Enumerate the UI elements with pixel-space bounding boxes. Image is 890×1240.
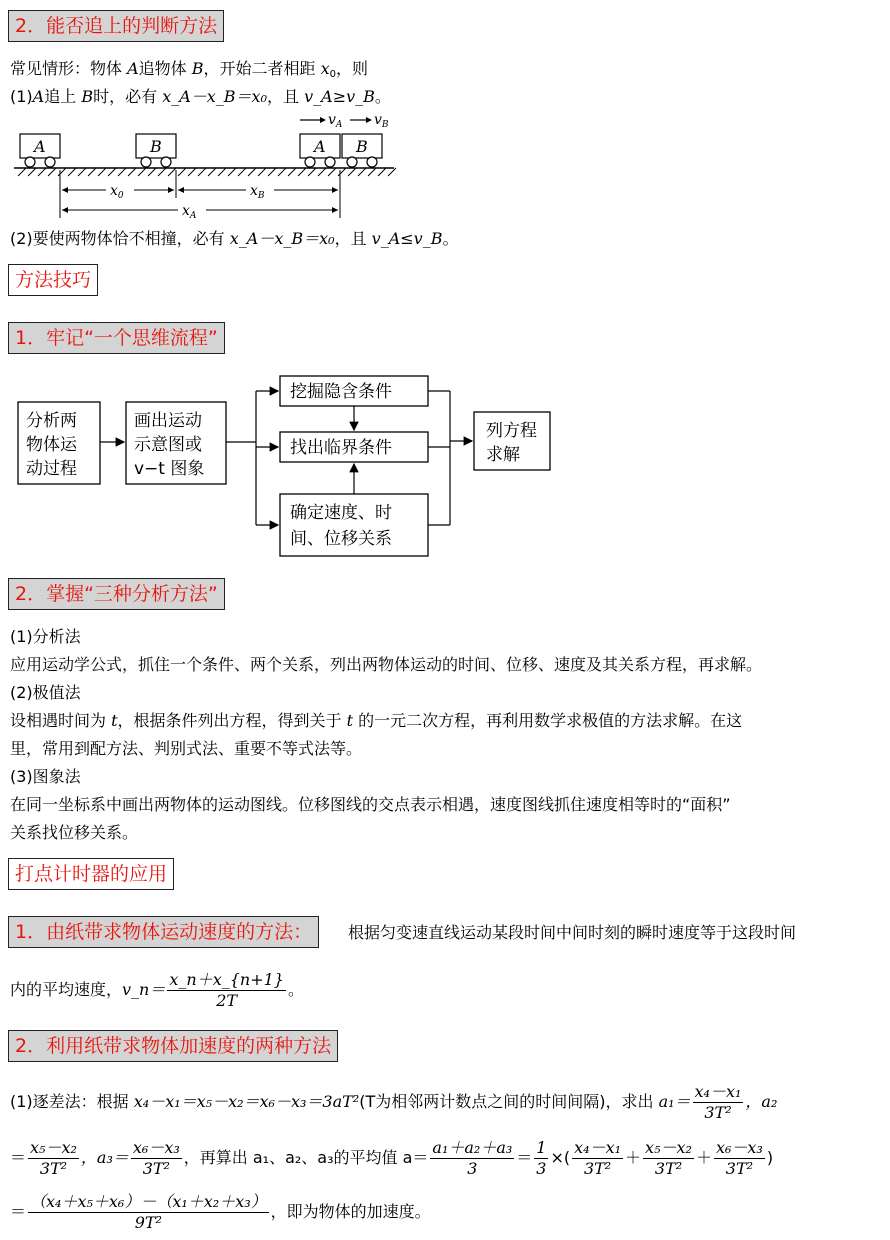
accel-sum3-den: 3T² (725, 1159, 754, 1178)
cond1-speed: v_A≥v_B (304, 87, 375, 106)
velocity-frac-num: x_n＋x_{n+1} (169, 970, 284, 989)
accel-a3-den: 3T² (142, 1159, 170, 1178)
accel-a1-fraction (693, 1082, 744, 1123)
method2-title: (2)极值法 (10, 683, 81, 702)
ground-hatch (18, 168, 396, 176)
velocity-text: 根据匀变速直线运动某段时间中间时刻的瞬时速度等于这段时间 (348, 923, 797, 942)
accel-a3-num: x₆－x₃ (132, 1138, 180, 1157)
hatch-mark (38, 168, 46, 176)
accel-l2-eq2: ＝ (516, 1148, 533, 1167)
intro-mid1: 追物体 (138, 59, 192, 78)
cond1-b: B (81, 87, 94, 106)
intro-a: A (127, 59, 139, 78)
hatch-mark (148, 168, 156, 176)
m2-l1c: 的一元二次方程，再利用数学求极值的方法求解。在这 (353, 711, 743, 730)
velocity-formula-line (10, 968, 304, 1012)
cond1-text: 时，必有 (93, 87, 163, 106)
accel-plus-1: ＋ (625, 1148, 642, 1167)
car-b-end (342, 134, 382, 167)
hatch-mark (308, 168, 316, 176)
catchup-diagram (10, 108, 400, 224)
accel-line2 (10, 1136, 773, 1180)
accel-l3-end: ，即为物体的加速度。 (270, 1202, 431, 1221)
hatch-mark (258, 168, 266, 176)
m2-l1a: 设相遇时间为 (10, 711, 112, 730)
svg-text:xB: $x_B$ (250, 183, 265, 201)
section-header-flow: 1．牢记“一个思维流程” (8, 322, 225, 354)
velocity-line2-end: 。 (287, 980, 304, 999)
accel-l2-mid: ，再算出 a₁、a₂、a₃的平均值 a＝ (183, 1148, 429, 1167)
flow-box-hidden-label: 挖掘隐含条件 (290, 382, 392, 402)
accel-final-num: （x₄＋x₅＋x₆）－（x₁＋x₂＋x₃） (30, 1192, 267, 1211)
flow-box-solve-l2: 求解 (486, 445, 520, 465)
cond2-speed: v_A≤v_B (371, 229, 443, 248)
flow-box-critical-label: 找出临界条件 (290, 438, 392, 458)
cond2-and: ，且 (334, 229, 372, 248)
svg-text:B: B (356, 137, 368, 156)
accel-l3-eq: ＝ (10, 1202, 27, 1221)
hatch-mark (188, 168, 196, 176)
method1-text: 应用运动学公式，抓住一个条件、两个关系，列出两物体运动的时间、位移、速度及其关系方程，再求解。 (10, 655, 763, 674)
accel-sum3-num: x₆－x₃ (715, 1138, 763, 1157)
flow-box-analyze-l3: 动过程 (26, 459, 77, 479)
m2-l1b: ，根据条件列出方程，得到关于 (117, 711, 347, 730)
intro-b: B (191, 59, 204, 78)
accel-a2-num: x₅－x₂ (30, 1138, 77, 1157)
hatch-mark (298, 168, 306, 176)
m2-t: t (111, 711, 118, 730)
hatch-mark (198, 168, 206, 176)
dim-x0 (62, 180, 174, 201)
section-header-method-tips: 方法技巧 (8, 264, 98, 296)
intro-x0-sub: 0 (329, 69, 337, 80)
accel-a2-fraction (28, 1138, 79, 1179)
velocity-frac-den: 2T (216, 991, 238, 1010)
hatch-mark (78, 168, 86, 176)
section-header-timer: 打点计时器的应用 (8, 858, 174, 890)
hatch-mark (328, 168, 336, 176)
accel-l1-pre: (1)逐差法：根据 (10, 1092, 134, 1111)
accel-close: ) (766, 1148, 774, 1167)
m2-t2: t (346, 711, 354, 730)
flow-box-analyze-l1: 分析两 (26, 411, 77, 431)
hatch-mark (268, 168, 276, 176)
hatch-mark (28, 168, 36, 176)
cond1-pre: (1) (10, 87, 33, 106)
hatch-mark (348, 168, 356, 176)
method3-title: (3)图象法 (10, 767, 81, 786)
accel-avg-num: a₁＋a₂＋a₃ (432, 1138, 513, 1157)
hatch-mark (248, 168, 256, 176)
flow-box-draw-l3: v−t 图象 (134, 459, 205, 479)
svg-text:xA: $x_A$ (182, 203, 197, 221)
accel-times: ×( (550, 1148, 571, 1167)
hatch-mark (368, 168, 376, 176)
accel-a2-label: ，a₂ (745, 1092, 778, 1111)
label-va: $v_A$ (328, 112, 343, 130)
accel-sum2-num: x₅－x₂ (645, 1138, 692, 1157)
dim-xb (178, 180, 338, 201)
cond1-formula: x_A－x_B＝x₀ (162, 87, 267, 106)
flow-box-relations-l1: 确定速度、时 (290, 503, 392, 523)
flow-box-draw-l2: 示意图或 (134, 435, 202, 455)
accel-line3 (10, 1190, 431, 1234)
catchup-condition-2 (10, 228, 458, 250)
cond2-end: 。 (442, 229, 459, 248)
label-vb: $v_B$ (374, 112, 389, 130)
car-b-start (136, 134, 176, 167)
hatch-mark (228, 168, 236, 176)
accel-line1 (10, 1080, 777, 1124)
hatch-mark (338, 168, 346, 176)
accel-third-fraction (534, 1138, 548, 1179)
car-a-start (20, 134, 60, 167)
section-header-catchup: 2．能否追上的判断方法 (8, 10, 224, 42)
hatch-mark (218, 168, 226, 176)
hatch-mark (318, 168, 326, 176)
velocity-fraction (167, 970, 286, 1011)
accel-l2-eq: ＝ (10, 1148, 27, 1167)
section-header-acceleration: 2．利用纸带求物体加速度的两种方法 (8, 1030, 338, 1062)
cond1-and: ，且 (267, 87, 305, 106)
hatch-mark (68, 168, 76, 176)
section-header-three-methods: 2．掌握“三种分析方法” (8, 578, 225, 610)
accel-l1-formula: x₄－x₁＝x₅－x₂＝x₆－x₃＝3aT² (133, 1092, 360, 1111)
accel-sum-frac-2 (643, 1138, 694, 1179)
hatch-mark (118, 168, 126, 176)
hatch-mark (108, 168, 116, 176)
accel-sum2-den: 3T² (654, 1159, 683, 1178)
accel-sum1-den: 3T² (583, 1159, 612, 1178)
accel-third-num: 1 (536, 1138, 547, 1157)
flow-box-analyze-l2: 物体运 (26, 435, 77, 455)
hatch-mark (158, 168, 166, 176)
flow-box-draw-l1: 画出运动 (134, 411, 202, 431)
method3-text-line2: 关系找位移关系。 (10, 823, 139, 842)
accel-sum-frac-3 (714, 1138, 765, 1179)
accel-a2-den: 3T² (39, 1159, 68, 1178)
hatch-mark (178, 168, 186, 176)
method1-title: (1)分析法 (10, 627, 81, 646)
hatch-mark (378, 168, 386, 176)
car-a-end (300, 134, 340, 167)
velocity-arrows (300, 112, 389, 130)
cond1-mid: 追上 (44, 87, 82, 106)
velocity-vn: v_n＝ (122, 980, 166, 999)
svg-text:A: A (314, 137, 326, 156)
accel-a1-den: 3T² (704, 1103, 732, 1122)
cond2-formula: x_A－x_B＝x₀ (229, 229, 335, 248)
accel-sum1-num: x₄－x₁ (574, 1138, 622, 1157)
accel-sum-frac-1 (572, 1138, 623, 1179)
accel-final-den: 9T² (134, 1213, 162, 1232)
hatch-mark (168, 168, 176, 176)
intro-mid2: ，开始二者相距 (203, 59, 321, 78)
hatch-mark (98, 168, 106, 176)
accel-third-den: 3 (536, 1159, 547, 1178)
hatch-mark (238, 168, 246, 176)
svg-text:x0: $x_0$ (110, 183, 124, 201)
catchup-condition-1 (10, 86, 391, 108)
accel-avg-fraction (430, 1138, 514, 1179)
hatch-mark (58, 168, 66, 176)
hatch-mark (288, 168, 296, 176)
accel-a3-fraction (131, 1138, 182, 1179)
accel-a1: a₁＝ (658, 1092, 691, 1111)
flow-box-solve-l1: 列方程 (486, 421, 537, 441)
accel-plus-2: ＋ (695, 1148, 712, 1167)
svg-text:B: B (150, 137, 162, 156)
hatch-mark (138, 168, 146, 176)
dim-xa (62, 200, 338, 221)
accel-final-fraction (28, 1192, 269, 1233)
hatch-mark (358, 168, 366, 176)
intro-end: ，则 (336, 59, 369, 78)
method3-text-line1: 在同一坐标系中画出两物体的运动图线。位移图线的交点表示相遇，速度图线抓住速度相等时的“面积” (10, 795, 731, 814)
hatch-mark (88, 168, 96, 176)
method2-text-line2: 里，常用到配方法、判别式法、重要不等式法等。 (10, 739, 363, 758)
catchup-intro (10, 58, 368, 86)
cond2-pre: (2)要使两物体恰不相撞，必有 (10, 229, 230, 248)
velocity-line2-pre: 内的平均速度， (10, 980, 123, 999)
accel-avg-den: 3 (467, 1159, 478, 1178)
section-header-velocity: 1．由纸带求物体运动速度的方法： (8, 916, 319, 948)
flowchart (10, 370, 570, 562)
accel-a1-num: x₄－x₁ (694, 1082, 742, 1101)
hatch-mark (18, 168, 26, 176)
hatch-mark (208, 168, 216, 176)
accel-a3-label: ，a₃＝ (80, 1148, 129, 1167)
cond1-end: 。 (374, 87, 391, 106)
method2-text-line1 (10, 710, 742, 732)
hatch-mark (48, 168, 56, 176)
svg-text:A: A (34, 137, 46, 156)
accel-l1-note: (T为相邻两计数点之间的时间间隔)，求出 (359, 1092, 659, 1111)
hatch-mark (388, 168, 396, 176)
hatch-mark (128, 168, 136, 176)
intro-x0: x (320, 59, 330, 78)
cond1-a: A (32, 87, 45, 106)
flow-box-relations-l2: 间、位移关系 (290, 529, 392, 549)
hatch-mark (278, 168, 286, 176)
intro-pre: 常见情形：物体 (10, 59, 128, 78)
